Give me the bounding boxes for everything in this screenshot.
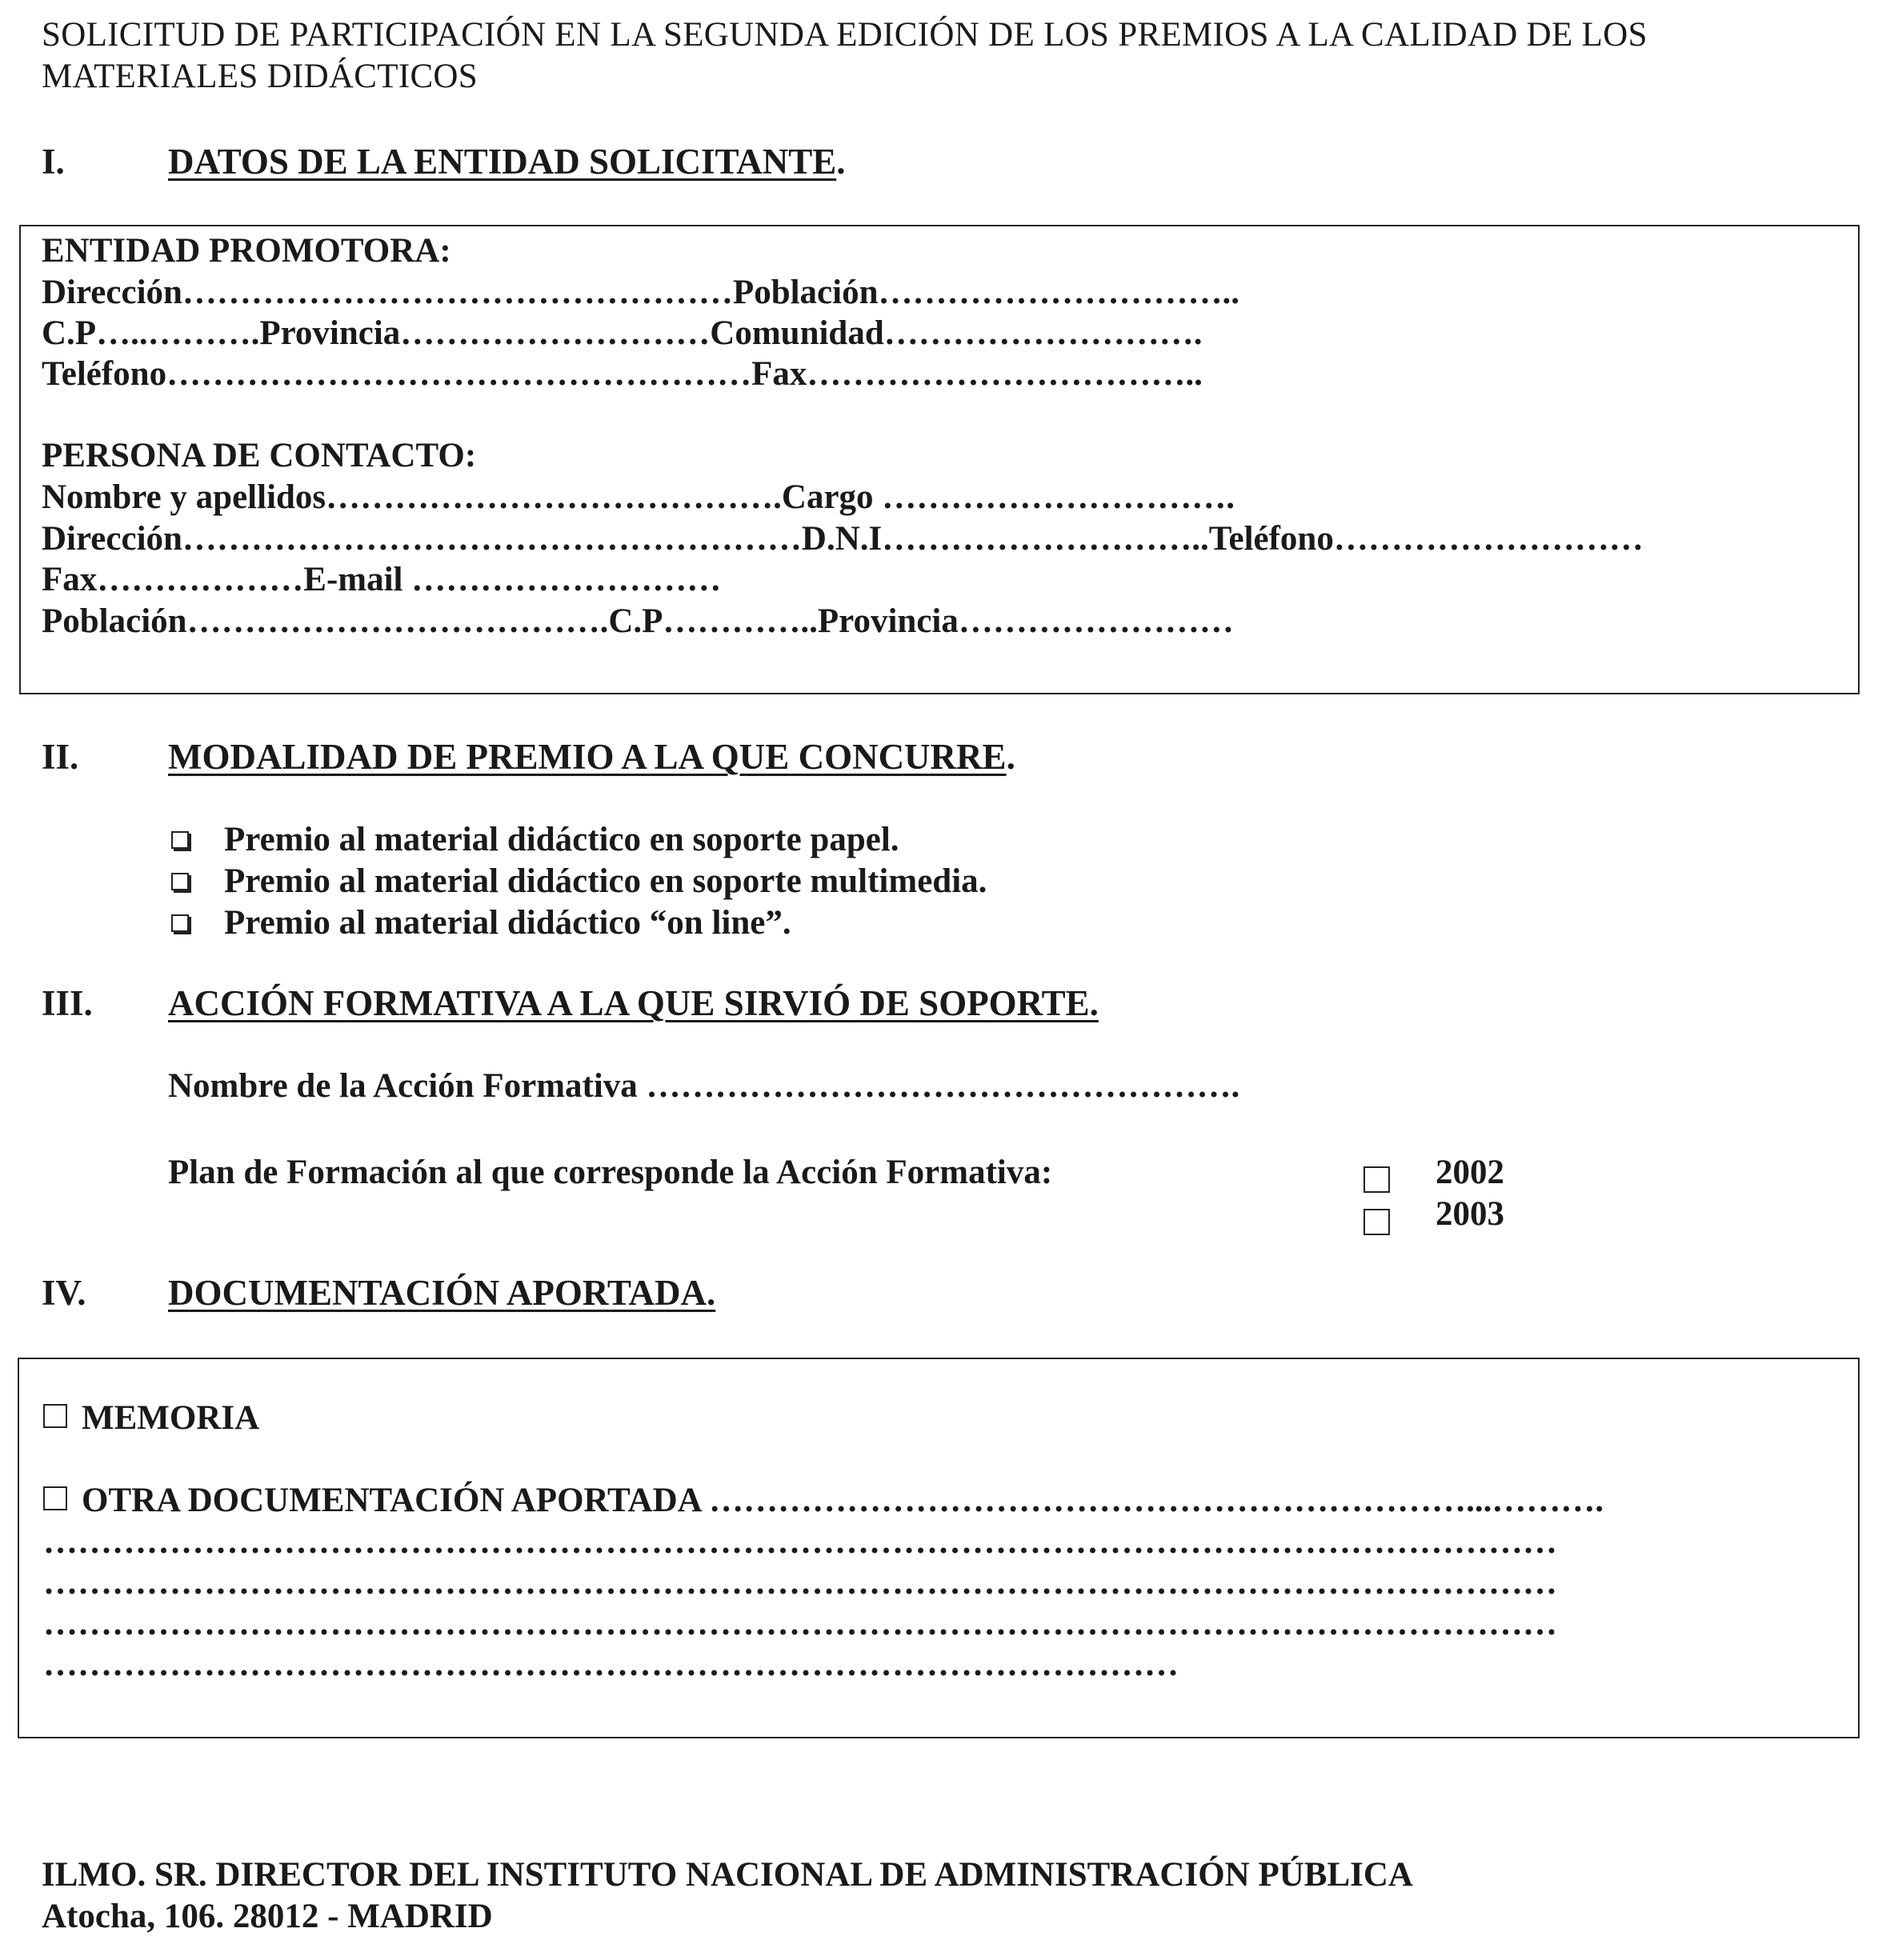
promotora-address-line[interactable]: Dirección…………………………………………Población………………………….. xyxy=(42,274,1240,311)
section-3-number: III. xyxy=(42,983,93,1023)
award-option-paper-label: Premio al material didáctico en soporte papel. xyxy=(224,821,899,858)
promotora-cp-line[interactable]: C.P…..……….Provincia………………………Comunidad………………………. xyxy=(42,314,1203,352)
persona-contacto-heading: PERSONA DE CONTACTO: xyxy=(42,437,477,474)
checkbox-icon[interactable] xyxy=(171,873,189,890)
documentation-dot-line[interactable]: …………………………………………………………………………………………………………………… xyxy=(43,1605,1557,1642)
documentation-dot-line[interactable]: …………………………………………………………………………………………………………………… xyxy=(43,1564,1557,1602)
addressee-line: ILMO. SR. DIRECTOR DEL INSTITUTO NACIONAL DE ADMINISTRACIÓN PÚBLICA xyxy=(42,1856,1413,1894)
contact-address-line[interactable]: Dirección………………………………………………D.N.I………………………..Teléfono……………………… xyxy=(42,520,1644,558)
address-line: Atocha, 106. 28012 - MADRID xyxy=(42,1898,493,1935)
checkbox-icon[interactable] xyxy=(43,1486,67,1510)
contact-name-line[interactable]: Nombre y apellidos………………………………….Cargo …………………………. xyxy=(42,478,1235,516)
checkbox-icon[interactable] xyxy=(171,914,189,932)
section-2-heading: MODALIDAD DE PREMIO A LA QUE CONCURRE. xyxy=(168,737,1015,777)
memoria-label: MEMORIA xyxy=(82,1399,260,1437)
checkbox-2002-icon[interactable] xyxy=(1363,1166,1390,1193)
section-4-heading-text: DOCUMENTACIÓN APORTADA. xyxy=(168,1273,716,1313)
award-option-paper xyxy=(171,819,899,860)
checkbox-icon[interactable] xyxy=(171,831,189,849)
award-option-online-label: Premio al material didáctico “on line”. xyxy=(224,904,791,942)
section-1-number: I. xyxy=(42,142,65,182)
memoria-option xyxy=(43,1398,259,1438)
award-option-online xyxy=(171,902,791,943)
entidad-promotora-heading: ENTIDAD PROMOTORA: xyxy=(42,232,451,270)
award-option-multimedia xyxy=(171,861,987,902)
section-4-number: IV. xyxy=(42,1273,86,1313)
award-option-multimedia-label: Premio al material didáctico en soporte multimedia. xyxy=(224,862,987,900)
otra-documentacion-label[interactable]: OTRA DOCUMENTACIÓN APORTADA …………………………………………………………...………. xyxy=(82,1482,1604,1519)
plan-formacion-label: Plan de Formación al que corresponde la Acción Formativa: xyxy=(168,1154,1053,1191)
checkbox-icon[interactable] xyxy=(43,1404,67,1428)
section-4-heading xyxy=(168,1272,715,1314)
section-1-heading-text: DATOS DE LA ENTIDAD SOLICITANTE xyxy=(168,142,837,182)
promotora-phone-line[interactable]: Teléfono……………………………………………Fax…………………………….. xyxy=(42,355,1203,393)
accion-formativa-name-line[interactable]: Nombre de la Acción Formativa ……………………………………………. xyxy=(168,1067,1240,1105)
contact-town-line[interactable]: Población……………………………….C.P…………..Provincia…………………… xyxy=(42,602,1234,640)
documentation-dot-line[interactable]: ……………………………………………………………………………………… xyxy=(43,1646,1179,1683)
otra-documentacion-option xyxy=(43,1480,1604,1521)
contact-fax-line[interactable]: Fax………………E-mail ……………………… xyxy=(42,561,722,598)
section-2-heading-text: MODALIDAD DE PREMIO A LA QUE CONCURRE xyxy=(168,737,1007,777)
section-3-heading xyxy=(168,982,1099,1024)
year-2003-label: 2003 xyxy=(1436,1195,1504,1233)
section-2-number: II. xyxy=(42,737,79,777)
checkbox-2003-icon[interactable] xyxy=(1363,1209,1390,1235)
year-2002-label: 2002 xyxy=(1436,1154,1504,1191)
document-title: SOLICITUD DE PARTICIPACIÓN EN LA SEGUNDA EDICIÓN DE LOS PREMIOS A LA CALIDAD DE LOS MATERIALES DIDÁCTICOS xyxy=(42,16,1648,95)
section-1-heading: DATOS DE LA ENTIDAD SOLICITANTE. xyxy=(168,142,846,182)
documentation-dot-line[interactable]: …………………………………………………………………………………………………………………… xyxy=(43,1523,1557,1561)
section-3-heading-text: ACCIÓN FORMATIVA A LA QUE SIRVIÓ DE SOPORTE. xyxy=(168,983,1099,1023)
